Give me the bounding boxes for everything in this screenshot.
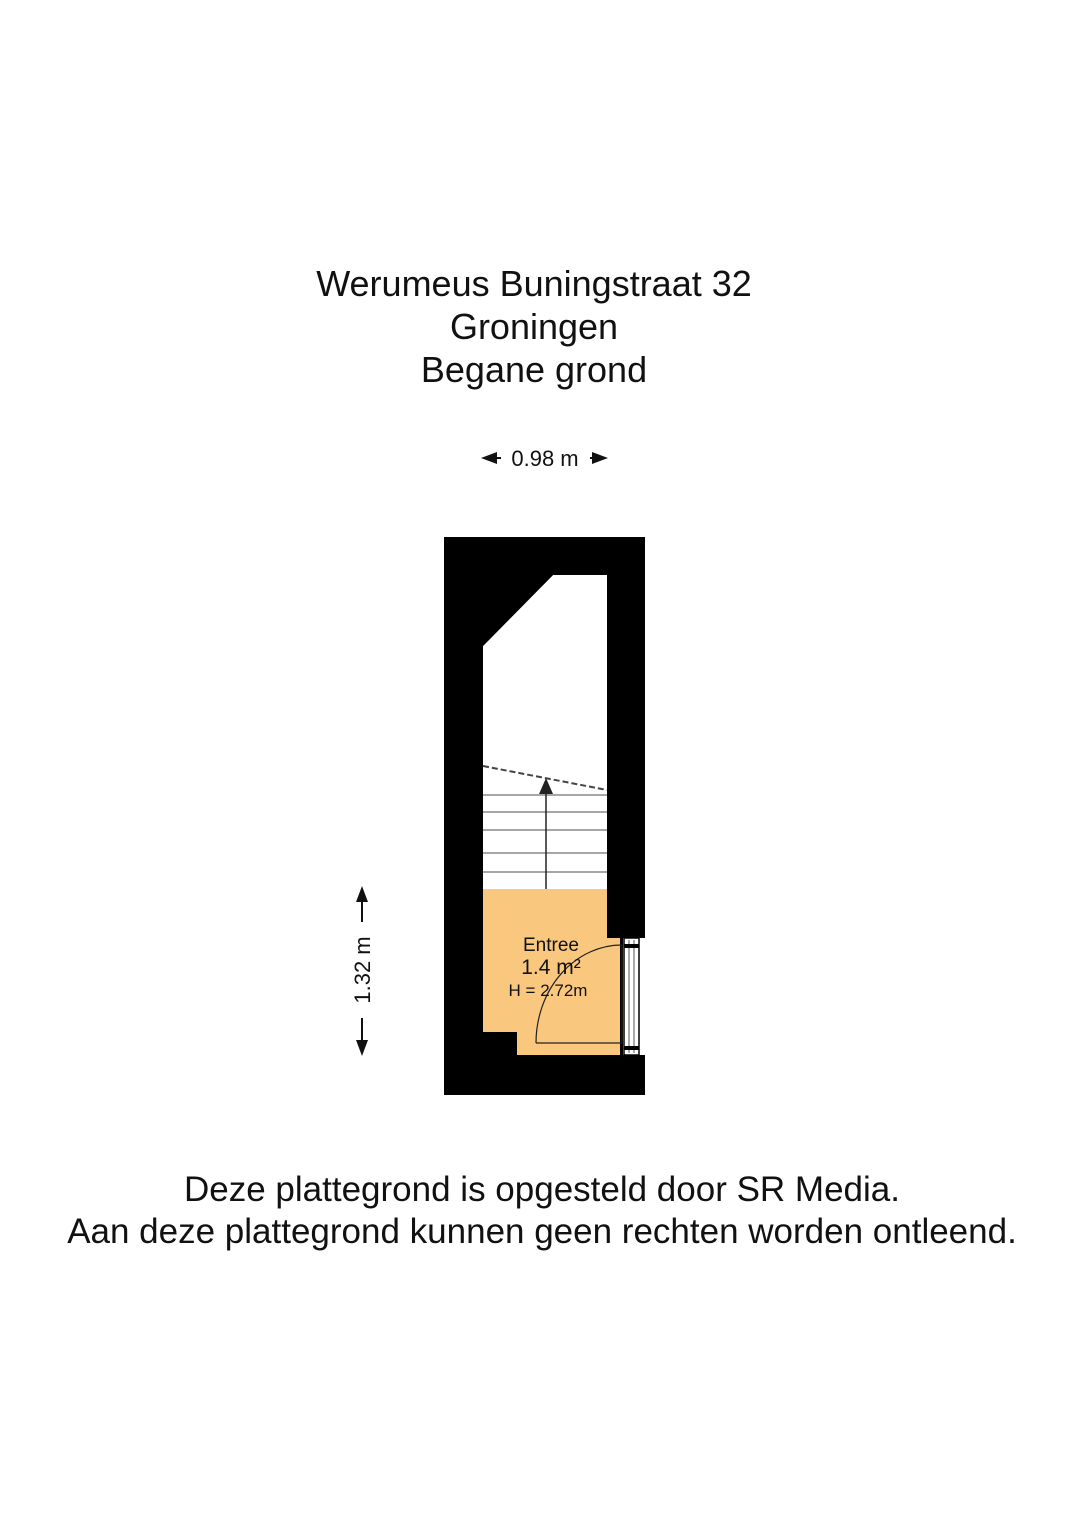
- city-title: Groningen: [449, 306, 619, 347]
- height-dimension-label: 1.32 m: [350, 936, 375, 1004]
- height-dimension: [350, 886, 375, 1056]
- width-dimension: [481, 446, 608, 471]
- address-title: Werumeus Buningstraat 32: [316, 263, 752, 304]
- room-height-label: H = 2.72m: [508, 981, 588, 1000]
- disclaimer-line-1: Deze plattegrond is opgesteld door SR Media.: [184, 1170, 900, 1209]
- floor-title: Begane grond: [420, 349, 648, 390]
- arrow-right-icon: [592, 452, 608, 464]
- room-area-label: 1.4 m²: [521, 956, 581, 979]
- arrow-down-icon: [356, 1040, 368, 1056]
- arrow-up-icon: [356, 886, 368, 902]
- disclaimer: [0, 1169, 1080, 1253]
- arrow-left-icon: [481, 452, 497, 464]
- disclaimer-line-2: Aan deze plattegrond kunnen geen rechten worden ontleend.: [67, 1212, 1017, 1251]
- window: [624, 938, 639, 1055]
- room-name-label: Entree: [523, 935, 579, 956]
- width-dimension-label: 0.98 m: [511, 446, 579, 471]
